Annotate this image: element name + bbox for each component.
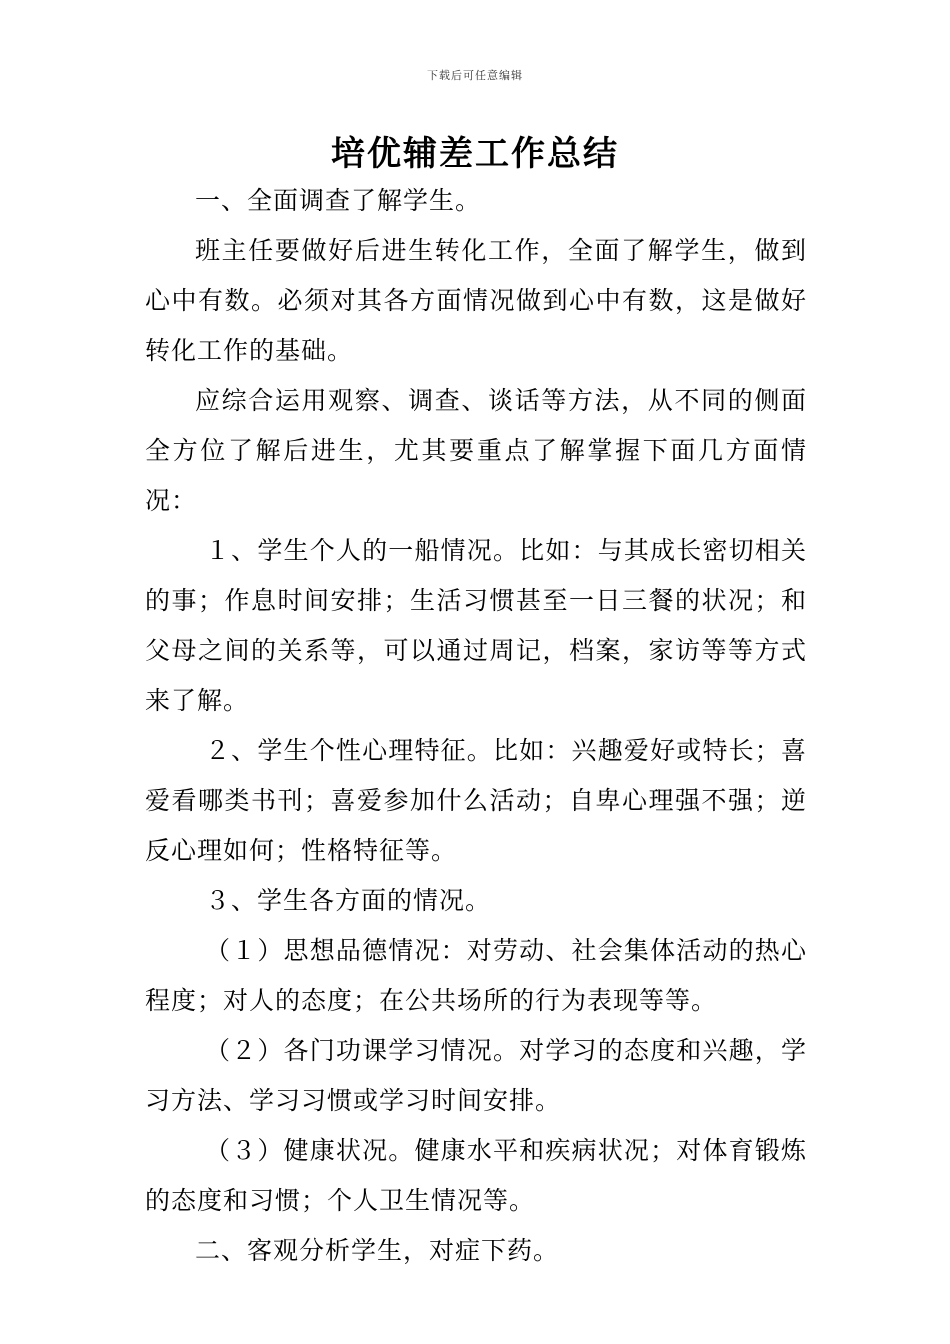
paragraph: 班主任要做好后进生转化工作，全面了解学生，做到心中有数。必须对其各方面情况做到心中有数，这是做好转化工作的基础。 (145, 236, 807, 365)
document-body (145, 176, 807, 1276)
document-title: 培优辅差工作总结 (331, 134, 619, 174)
header-note: 下载后可任意编辑 (427, 69, 523, 82)
sub-item-1: （１）思想品德情况：对劳动、社会集体活动的热心程度；对人的态度；在公共场所的行为表现等等。 (145, 936, 807, 1015)
section-heading-2: 二、客观分析学生，对症下药。 (195, 1236, 560, 1265)
sub-item-2: （２）各门功课学习情况。对学习的态度和兴趣，学习方法、学习习惯或学习时间安排。 (145, 1036, 807, 1115)
section-heading-1: 一、全面调查了解学生。 (195, 186, 482, 215)
paragraph: 应综合运用观察、调查、谈话等方法，从不同的侧面全方位了解后进生，尤其要重点了解掌握下面几方面情况： (145, 386, 807, 515)
list-item-2: ２、学生个性心理特征。比如：兴趣爱好或特长；喜爱看哪类书刊；喜爱参加什么活动；自卑心理强不强；逆反心理如何；性格特征等。 (145, 736, 807, 865)
list-item-1: １、学生个人的一船情况。比如：与其成长密切相关的事；作息时间安排；生活习惯甚至一日三餐的状况；和父母之间的关系等，可以通过周记，档案，家访等等方式来了解。 (145, 536, 807, 715)
sub-item-3: （３）健康状况。健康水平和疾病状况；对体育锻炼的态度和习惯；个人卫生情况等。 (145, 1136, 807, 1215)
list-item-3: ３、学生各方面的情况。 (205, 886, 492, 915)
